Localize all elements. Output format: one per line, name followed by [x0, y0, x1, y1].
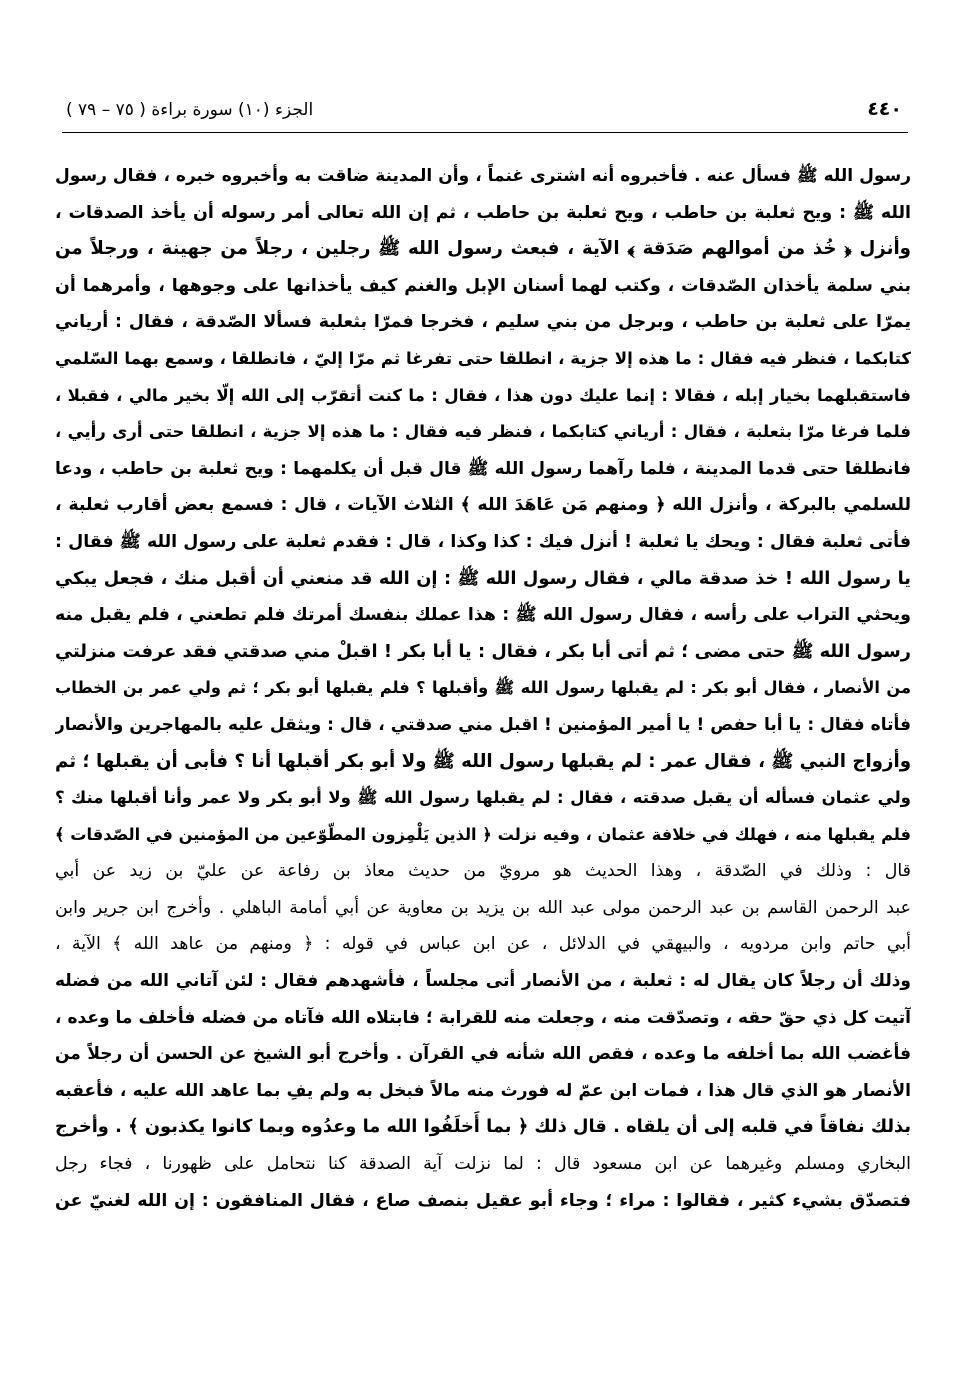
- header-divider: [62, 132, 908, 133]
- text-line: يا رسول الله ! خذ صدقة مالي ، فقال رسول الله ﷺ : إن الله قد منعني أن أقبل منك ، فجعل يبكي: [55, 567, 911, 589]
- text-line: فاستقبلهما بخيار إبله ، فقالا : إنما عليك دون هذا ، فقال : ما كنت أتقرّب إلى الله إلّا بخير مالي ، فقبلا ،: [55, 385, 911, 405]
- running-title: الجزء (١٠) سورة براءة ( ٧٥ – ٧٩ ): [66, 100, 314, 120]
- text-line: فلما فرغا مرّا بثعلبة ، فقال : أرياني كتابكما ، فنظر فيه فقال : ما هذه إلا جزية ، انطلقا حتى أرى رأيي ،: [55, 422, 911, 442]
- text-line: الأنصار هو الذي قال هذا ، فمات ابن عمّ له فورث منه مالاً فبخل به ولم يفِ بما عاهد الله عليه ، فأعقبه: [55, 1080, 911, 1101]
- text-line: آتيت كل ذي حقّ حقه ، وتصدّقت منه ، وجعلت منه للقرابة ؛ فابتلاه الله فآتاه من فضله فأخلف ما وعده ،: [55, 1007, 911, 1028]
- text-line: فأتى ثعلبة فقال : ويحك يا ثعلبة ! أنزل فيك : كذا وكذا ، قال : فقدم ثعلبة على رسول الله ﷺ فقال :: [55, 531, 911, 552]
- text-line: قال : وذلك في الصّدقة ، وهذا الحديث هو مرويّ من حديث معاذ بن رفاعة عن عليّ بن زيد عن أبي: [55, 861, 911, 882]
- text-line: وأنزل ﴿ خُذ من أموالهم صَدَقة ﴾ الآية ، فبعث رسول الله ﷺ رجلين ، رجلاً من جهينة ، ورجلاً من: [55, 238, 911, 260]
- text-line: فأغضب الله بما أخلفه ما وعده ، فقص الله شأنه في القرآن . وأخرج أبو الشيخ عن الحسن أن رجلاً من: [55, 1044, 911, 1065]
- text-line: عبد الرحمن القاسم بن عبد الرحمن مولى عبد الله بن يزيد بن معاوية عن أبي أمامة الباهلي . وأخرج ابن جرير وابن: [55, 897, 911, 918]
- page-header: [66, 94, 906, 130]
- text-line: من الأنصار ، فقال أبو بكر : لم يقبلها رسول الله ﷺ وأقبلها ؟ فلم يقبلها أبو بكر ؛ ثم ولي عمر بن الخطاب: [55, 678, 911, 698]
- text-line: فتصدّق بشيء كثير ، فقالوا : مراء ؛ وجاء أبو عقيل بنصف صاع ، فقال المنافقون : إن الله لغنيّ عن: [55, 1190, 911, 1211]
- text-line: بني سلمة يأخذان الصّدقات ، وكتب لهما أسنان الإبل والغنم كيف يأخذانها على وجوهها ، وأمرهما أن: [55, 275, 911, 296]
- text-line: ويحثي التراب على رأسه ، فقال رسول الله ﷺ : هذا عملك بنفسك أمرتك فلم تطعني ، فلم يقبل منه: [55, 605, 911, 626]
- text-line: يمرّا على ثعلبة بن حاطب ، وبرجل من بني سليم ، فخرجا فمرّا بثعلبة فسألا الصّدقة ، فقال : أرياني: [55, 312, 911, 333]
- text-line: فلم يقبلها منه ، فهلك في خلافة عثمان ، وفيه نزلت ﴿ الذين يَلْمِزون المطّوّعين من المؤمنين في الصّدقات ﴾: [55, 824, 911, 844]
- text-line: رسول الله ﷺ فسأل عنه . فأخبروه أنه اشترى غنماً ، وأن المدينة ضاقت به وأخبروه خبره ، فقال رسول: [55, 166, 911, 186]
- text-line: وذلك أن رجلاً كان يقال له : ثعلبة ، من الأنصار أتى مجلساً ، فأشهدهم فقال : لئن آتاني الله من فضله: [55, 971, 911, 992]
- text-line: للسلمي بالبركة ، وأنزل الله ﴿ ومنهم مَن عَاهَدَ الله ﴾ الثلاث الآيات ، قال : فسمع بعض أقارب ثعلبة ،: [55, 495, 911, 516]
- text-line: رسول الله ﷺ حتى مضى ؛ ثم أتى أبا بكر ، فقال : يا أبا بكر ! اقبلْ مني صدقتي فقد عرفت منزلتي: [55, 640, 911, 662]
- text-line: وأزواج النبي ﷺ ، فقال عمر : لم يقبلها رسول الله ﷺ ولا أبو بكر أقبلها أنا ؟ فأبى أن يقبلها ؛ ثم: [55, 750, 911, 772]
- text-line: كتابكما ، فنظر فيه فقال : ما هذه إلا جزية ، انطلقا حتى تفرغا ثم مرّا إليّ ، فانطلقا ، وسمع بهما السّلمي: [55, 348, 911, 368]
- text-line: الله ﷺ : ويح ثعلبة بن حاطب ، ويح ثعلبة بن حاطب ، ثم إن الله تعالى أمر رسوله أن يأخذ الصدقات ،: [55, 202, 911, 223]
- text-line: فأتاه فقال : يا أبا حفص ! يا أمير المؤمنين ! اقبل مني صدقتي ، قال : ويثقل عليه بالمهاجرين والأنصار: [55, 714, 911, 735]
- text-line: فانطلقا حتى قدما المدينة ، فلما رآهما رسول الله ﷺ قال قبل أن يكلمهما : ويح ثعلبة بن حاطب ، ودعا: [55, 458, 911, 479]
- text-line: البخاري ومسلم وغيرهما عن ابن مسعود قال : لما نزلت آية الصدقة كنا نتحامل على ظهورنا ، فجاء رجل: [55, 1154, 911, 1175]
- text-line: أبي حاتم وابن مردويه ، والبيهقي في الدلائل ، عن ابن عباس في قوله : ﴿ ومنهم من عاهد الله ﴾ الآية ،: [55, 934, 911, 955]
- text-line: ولي عثمان فسأله أن يقبل صدقته ، فقال : لم يقبلها رسول الله ﷺ ولا أبو بكر ولا عمر وأنا أقبلها منك ؟: [55, 788, 911, 808]
- body-text: [55, 158, 911, 1219]
- page-number: ٤٤٠: [867, 98, 902, 120]
- text-line: بذلك نفاقاً في قلبه إلى أن يلقاه . قال ذلك ﴿ بما أَخلَفُوا الله ما وعدُوه وبما كانوا يكذبون ﴾ . وأخرج: [55, 1116, 911, 1138]
